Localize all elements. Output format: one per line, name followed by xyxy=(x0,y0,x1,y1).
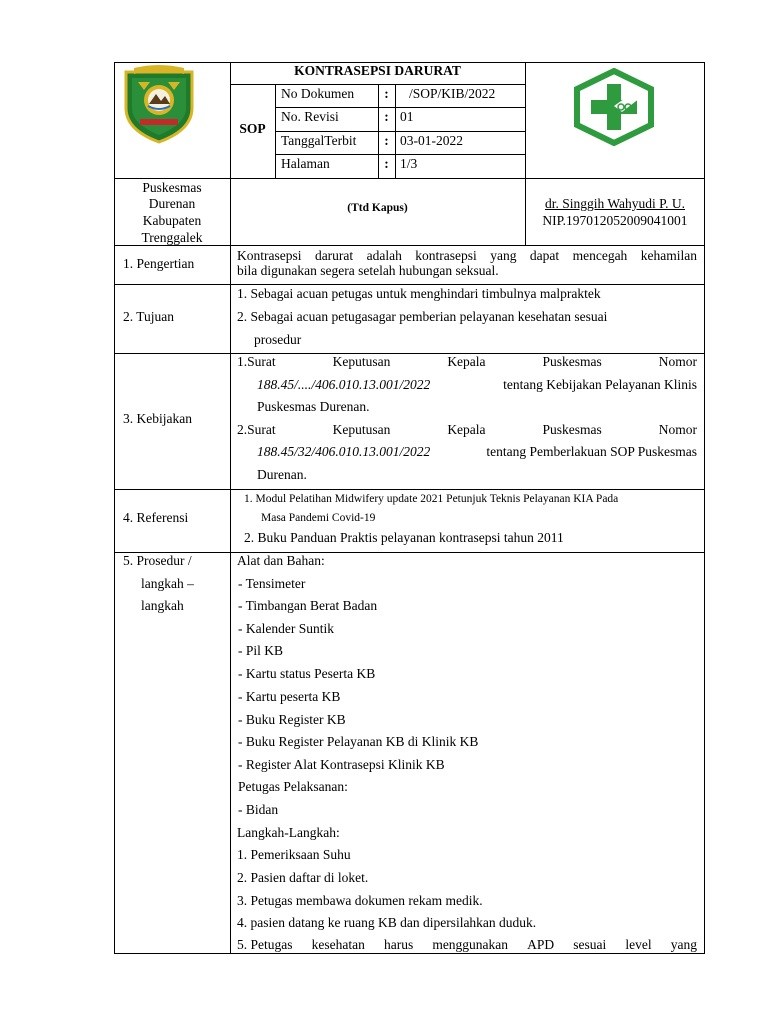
meta-sep-3: : xyxy=(384,133,389,148)
meta-value-no-revisi: 01 xyxy=(400,109,414,124)
kebijakan-item-2-line-2 xyxy=(257,444,697,460)
kebijakan-item-1-line-1 xyxy=(237,354,697,370)
label-pengertian: 1. Pengertian xyxy=(123,256,195,271)
meta-sep-2: : xyxy=(384,109,389,124)
meta-label-tanggal-terbit: TanggalTerbit xyxy=(281,133,357,148)
pengertian-word: yang xyxy=(490,248,517,263)
langkah-heading: Langkah-Langkah: xyxy=(237,825,340,840)
langkah-item-3: 4. pasien datang ke ruang KB dan dipersilahkan duduk. xyxy=(237,915,537,930)
kb1-w4: Nomor xyxy=(658,354,697,369)
langkah-item-4 xyxy=(237,937,697,953)
meta-value-halaman: 1/3 xyxy=(400,156,418,171)
alat-item-3: - Pil KB xyxy=(238,643,284,658)
org-line-3: Kabupaten xyxy=(142,213,202,228)
label-prosedur-2: langkah – xyxy=(141,576,194,591)
header-row-line xyxy=(114,178,705,179)
langkah-item-0: 1. Pemeriksaan Suhu xyxy=(237,847,351,862)
pengertian-line-2: bila digunakan segera setelah hubungan seksual. xyxy=(237,263,499,278)
kb2-w0: 2.Surat xyxy=(237,422,276,437)
title-underline xyxy=(230,84,525,85)
label-referensi: 4. Referensi xyxy=(123,510,189,525)
kebijakan-item-1-line-3: Puskesmas Durenan. xyxy=(257,399,370,414)
kb2-w3: Puskesmas xyxy=(542,422,602,437)
pengertian-line-1 xyxy=(237,248,697,264)
lk5-w1: kesehatan xyxy=(311,937,365,952)
section-line-4 xyxy=(114,552,705,553)
kb2-w2: Kepala xyxy=(447,422,486,437)
pengertian-word: kehamilan xyxy=(640,248,697,263)
header-divider-1 xyxy=(230,62,231,245)
ttd-placeholder: (Ttd Kapus) xyxy=(347,202,408,214)
lk5-w5: sesuai xyxy=(573,937,607,952)
meta-label-halaman: Halaman xyxy=(281,156,330,171)
referensi-item-1-line-1: 1. Modul Pelatihan Midwifery update 2021 Petunjuk Teknis Pelayanan KIA Pada xyxy=(244,493,619,505)
kb2-w4: Nomor xyxy=(658,422,697,437)
signer-name: dr. Singgih Wahyudi P. U. xyxy=(544,196,686,211)
kb1-w0: 1.Surat xyxy=(237,354,276,369)
meta-value-tanggal-terbit: 03-01-2022 xyxy=(400,133,463,148)
alat-item-7: - Buku Register Pelayanan KB di Klinik KB xyxy=(238,734,479,749)
lk5-w3: menggunakan xyxy=(432,937,509,952)
label-tujuan: 2. Tujuan xyxy=(123,309,175,324)
petugas-heading: Petugas Pelaksanan: xyxy=(238,779,348,794)
kb2-rest: tentang Pemberlakuan SOP Puskesmas xyxy=(486,444,697,459)
kb2-number: 188.45/32/406.010.13.001/2022 xyxy=(257,444,431,459)
org-line-2: Durenan xyxy=(148,196,196,211)
section-line-1 xyxy=(114,284,705,285)
meta-row-line-3 xyxy=(275,154,525,155)
frame-bottom xyxy=(114,953,705,954)
lk5-w0: 5. Petugas xyxy=(237,937,293,952)
signer-nip: NIP.197012052009041001 xyxy=(542,213,688,228)
kebijakan-item-2-line-3: Durenan. xyxy=(257,467,307,482)
pengertian-word: dapat xyxy=(529,248,560,263)
alat-item-0: - Tensimeter xyxy=(238,576,306,591)
kb2-w1: Keputusan xyxy=(332,422,391,437)
alat-item-2: - Kalender Suntik xyxy=(238,621,334,636)
kb1-number: 188.45/..../406.010.13.001/2022 xyxy=(257,377,431,392)
pengertian-word: kontrasepsi xyxy=(415,248,477,263)
alat-item-1: - Timbangan Berat Badan xyxy=(238,598,378,613)
org-line-1: Puskesmas xyxy=(142,180,202,195)
meta-label-no-revisi: No. Revisi xyxy=(281,109,339,124)
sop-label: SOP xyxy=(239,121,266,136)
lk5-w4: APD xyxy=(527,937,555,952)
meta-row-line-1 xyxy=(275,107,525,108)
alat-item-6: - Buku Register KB xyxy=(238,712,346,727)
pengertian-word: darurat xyxy=(314,248,354,263)
alat-heading: Alat dan Bahan: xyxy=(237,553,325,568)
lk5-w6: level xyxy=(625,937,652,952)
tujuan-item-1: 1. Sebagai acuan petugas untuk menghindari timbulnya malpraktek xyxy=(237,286,601,301)
referensi-item-2: 2. Buku Panduan Praktis pelayanan kontrasepsi tahun 2011 xyxy=(244,530,564,545)
pengertian-word: mencegah xyxy=(572,248,628,263)
tujuan-item-2: 2. Sebagai acuan petugasagar pemberian pelayanan kesehatan sesuai xyxy=(237,309,608,324)
tujuan-item-2-cont: prosedur xyxy=(254,332,302,347)
kb1-w1: Keputusan xyxy=(332,354,391,369)
kb1-rest: tentang Kebijakan Pelayanan Klinis xyxy=(503,377,697,392)
meta-label-no-dokumen: No Dokumen xyxy=(281,86,355,101)
alat-item-5: - Kartu peserta KB xyxy=(238,689,341,704)
body-divider xyxy=(230,245,231,954)
document-title: KONTRASEPSI DARURAT xyxy=(294,63,461,78)
meta-sep-1: : xyxy=(384,86,389,101)
lk5-w2: harus xyxy=(383,937,414,952)
section-line-3 xyxy=(114,489,705,490)
pengertian-word: Kontrasepsi xyxy=(237,248,302,263)
meta-value-no-dokumen: /SOP/KIB/2022 xyxy=(409,86,496,101)
alat-item-8: - Register Alat Kontrasepsi Klinik KB xyxy=(238,757,445,772)
kb1-w2: Kepala xyxy=(447,354,486,369)
meta-row-line-2 xyxy=(275,131,525,132)
puskesmas-logo-icon xyxy=(572,68,656,146)
lk5-w7: yang xyxy=(670,937,697,952)
petugas-item: - Bidan xyxy=(238,802,279,817)
langkah-item-2: 3. Petugas membawa dokumen rekam medik. xyxy=(237,893,483,908)
label-prosedur-3: langkah xyxy=(141,598,184,613)
meta-sep-4: : xyxy=(384,156,389,171)
pengertian-word: adalah xyxy=(366,248,402,263)
org-line-4: Trenggalek xyxy=(141,230,203,245)
kebijakan-item-1-line-2 xyxy=(257,377,697,393)
regency-emblem-icon xyxy=(120,64,198,144)
kb1-w3: Puskesmas xyxy=(542,354,602,369)
referensi-item-1-line-2: Masa Pandemi Covid-19 xyxy=(261,512,376,524)
alat-item-4: - Kartu status Peserta KB xyxy=(238,666,376,681)
label-prosedur-1: 5. Prosedur / xyxy=(123,553,192,568)
langkah-item-1: 2. Pasien daftar di loket. xyxy=(237,870,369,885)
kebijakan-item-2-line-1 xyxy=(237,422,697,438)
label-kebijakan: 3. Kebijakan xyxy=(123,411,192,426)
